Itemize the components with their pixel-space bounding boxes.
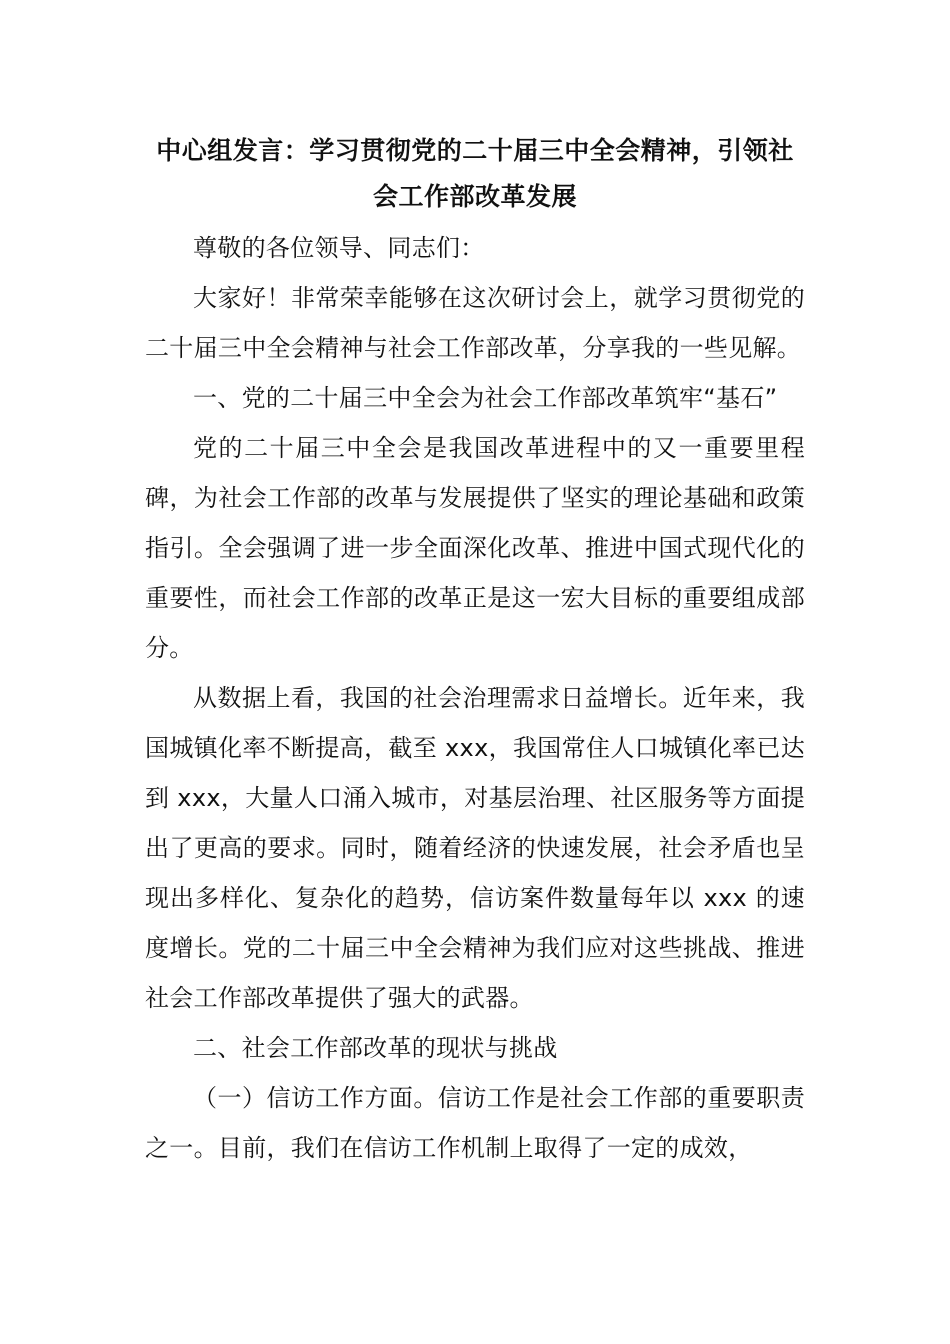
section-heading-1: 一、党的二十届三中全会为社会工作部改革筑牢“基石” bbox=[193, 384, 778, 412]
subsection-paragraph: （一）信访工作方面。信访工作是社会工作部的重要职责之一。目前，我们在信访工作机制上取得了一定的成效， bbox=[145, 1084, 805, 1162]
section-heading-2: 二、社会工作部改革的现状与挑战 bbox=[193, 1034, 558, 1062]
document-title: 中心组发言：学习贯彻党的二十届三中全会精神，引领社会工作部改革发展 bbox=[156, 136, 794, 211]
salutation: 尊敬的各位领导、同志们： bbox=[193, 234, 485, 262]
opening-paragraph: 大家好！非常荣幸能够在这次研讨会上，就学习贯彻党的二十届三中全会精神与社会工作部改革，分享我的一些见解。 bbox=[145, 284, 805, 362]
body-paragraph: 党的二十届三中全会是我国改革进程中的又一重要里程碑，为社会工作部的改革与发展提供了坚实的理论基础和政策指引。全会强调了进一步全面深化改革、推进中国式现代化的重要性，而社会工作部的改革正是这一宏大目标的重要组成部分。 bbox=[145, 434, 805, 662]
body-paragraph: 从数据上看，我国的社会治理需求日益增长。近年来，我国城镇化率不断提高，截至 xxx，我国常住人口城镇化率已达到 xxx，大量人口涌入城市，对基层治理、社区服务等方面提出了更高的要求。同时，随着经济的快速发展，社会矛盾也呈现出多样化、复杂化的趋势，信访案件数量每年以 xxx 的速度增长。党的二十届三中全会精神为我们应对这些挑战、推进社会工作部改革提供了强大的武器。 bbox=[145, 684, 805, 1012]
document-body bbox=[145, 128, 805, 1173]
